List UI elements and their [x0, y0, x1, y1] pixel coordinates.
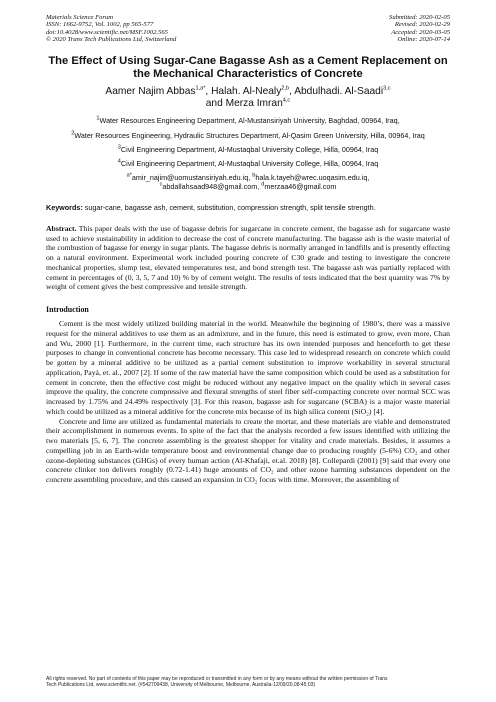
abstract-label: Abstract.	[46, 223, 77, 233]
abstract	[46, 224, 450, 292]
email-address[interactable]: merzaa46@gmail.com	[264, 182, 337, 192]
keywords	[46, 203, 450, 212]
affiliation-number: 2	[71, 130, 75, 137]
affiliation-text: Water Resources Engineering, Hydraulic Structures Department, Al-Qasim Green University, Hilla, 00964, Iraq	[74, 130, 425, 140]
journal-info	[46, 14, 176, 44]
affiliation-number: 3	[117, 144, 121, 151]
author-separator: ,	[289, 85, 295, 97]
email-mark: a*	[126, 172, 132, 179]
email-list	[46, 173, 450, 191]
email-address[interactable]: amir_najim@uomustansiriyah.edu.iq,	[131, 173, 253, 183]
journal-header	[46, 14, 450, 44]
journal-doi[interactable]: doi:10.4028/www.scientific.net/MSF.1002.565	[46, 28, 168, 36]
journal-copyright: © 2020 Trans Tech Publications Ltd, Switzerland	[46, 36, 177, 44]
abstract-text: This paper deals with the use of bagasse debris for sugarcane in concrete cement, the bagasse ash for sugarcane waste used to achieve sustainability in addition to decrease the cost of concrete manufacturing. The bagasse ash is the waste material of the combustion of bagasse for energy in sugar plants. The bagasse debris is normally arranged in landfills and is presently effecting on a natural environment. Experimental work included pouring concrete of C30 grade and testing to investigate the concrete mechanical properties, slump test, elevated temperatures test, and bond strength test. The bagasse ash was partially replaced with cement in percentages of (0, 3, 5, 7 and 10) % by of cement weight. The results of tests indicated that the best quantity was 7% by weight of cement gives the best compressive and tensile strength.	[46, 223, 450, 292]
affiliation-text: Water Resources Engineering Department, Al-Mustansiriyah University, Baghdad, 00964, Iraq,	[99, 116, 400, 126]
date-submitted: Submitted: 2020-02-05	[389, 14, 450, 21]
email-mark: d	[261, 182, 265, 189]
footer-line: Tech Publications Ltd, www.scientific.net. (#542709438, University of Melbourne, Melbourne, Australia-12/09/20,08:45:03)	[46, 682, 316, 688]
author-affiliation-mark: 3,c	[383, 85, 391, 92]
email-address[interactable]: hala.k.tayeh@wrec.uoqasim.edu.iq,	[255, 173, 370, 183]
affiliation	[46, 131, 450, 140]
email-mark: c	[159, 182, 163, 189]
author-list	[46, 86, 450, 111]
paragraph: Concrete and lime are utilized as fundamental materials to create the mortar, and these materials are viable and demonstrated their accomplishment in numerous events. In spite of the fact that the analysis recorded a few issues identified with utilizing the two materials [5, 6, 7]. The concrete assembling is the greatest shopper for vitality and crude materials. Besides, it assumes a compelling job in an Earth-wide temperature boost and environmental change due to producing roughly (5-6%) CO₂ and other ozone-depleting substances (GHGs) of every human action (Al-Khafaji, et.al. 2018) [8]. Collepardi (2001) [9] said that every one concrete clinker ton delivers roughly (0.72-1.41) huge amounts of CO₂ and other ozone harming substances dependent on the concrete assembling procedure, and this caused an expansion in CO₂ focus with time. Moreover, the assembling of	[46, 416, 450, 485]
affiliation-number: 4	[117, 158, 121, 165]
keywords-text: sugar-cane, bagasse ash, cement, substitution, compression strength, split tensile strength.	[82, 202, 376, 212]
introduction-body	[46, 319, 450, 485]
paragraph: Cement is the most widely utilized building material in the world. Meanwhile the beginning of 1980’s, there was a massive request for the mineral additives to use them as an admixture, and in the future, this need is estimated to grow, even more, Chan and Wu, 2000 [1]. Furthermore, in the current time, each structure has its own intended purposes and henceforth to get these purposes to change in conventional concrete has become necessary. This case led to widespread research on concrete which could be gotten by a mineral additive to be utilized as a partial cement substitution to improve workability in several structural application, Payá, et. al., 2007 [2]. If some of the raw material have the same composition which could be used as a substitution for cement in concrete, then the effective cost might be reduced without any negative impact on the quality which in several cases improve the quality, the concrete compressive and flexural strengths of steel fiber self-compacting concrete over normal SCC was increased by 1.75% and 24.49% respectively [3]. For this reason, bagasse ash for sugarcane (SCBA) is a major waste material which could be utilized as a mineral additive for the concrete mix because of its high silica content (SiO₂) [4].	[46, 319, 450, 416]
author-separator: ,	[205, 85, 212, 97]
author-separator: and	[205, 98, 226, 110]
author-name: Halah. Al-Nealy	[211, 85, 282, 97]
author-affiliation-mark: 4,c	[282, 97, 291, 104]
affiliation-text: Civil Engineering Department, Al-Mustaqbal University College, Hilla, 00964, Iraq	[120, 144, 379, 154]
footer-line: All rights reserved. No part of contents of this paper may be reproduced or transmitted in any form or by any means without the written permission of Trans	[46, 676, 388, 682]
journal-issn: ISSN: 1662-9752, Vol. 1002, pp 565-577	[46, 21, 154, 29]
affiliation	[46, 116, 450, 125]
author-name: Aamer Najim Abbas	[105, 85, 196, 97]
journal-name: Materials Science Forum	[46, 14, 114, 21]
affiliation-number: 1	[96, 116, 100, 123]
publication-dates	[389, 14, 450, 44]
date-online: Online: 2020-07-14	[397, 36, 450, 44]
section-heading-introduction: Introduction	[46, 305, 89, 315]
date-accepted: Accepted: 2020-03-05	[391, 28, 450, 36]
affiliation	[46, 145, 450, 154]
affiliation-list	[46, 116, 450, 168]
author-affiliation-mark: 1,a*	[195, 85, 206, 92]
author-name: Abdulhadi. Al-Saadi	[294, 85, 384, 97]
paper-title: The Effect of Using Sugar-Cane Bagasse Ash as a Cement Replacement on the Mechanical Characteristics of Concrete	[48, 54, 448, 80]
date-revised: Revised: 2020-02-29	[394, 21, 450, 29]
author-name: Merza Imran	[225, 98, 283, 110]
copyright-footer	[46, 676, 450, 688]
affiliation-text: Civil Engineering Department, Al-Mustaqbal University College, Hilla, 00964, Iraq	[120, 159, 379, 169]
email-mark: b	[252, 172, 256, 179]
author-affiliation-mark: 2,b	[281, 85, 290, 92]
affiliation	[46, 159, 450, 168]
email-address[interactable]: abdallahsaad948@gmail.com,	[162, 182, 262, 192]
keywords-label: Keywords:	[46, 202, 83, 212]
